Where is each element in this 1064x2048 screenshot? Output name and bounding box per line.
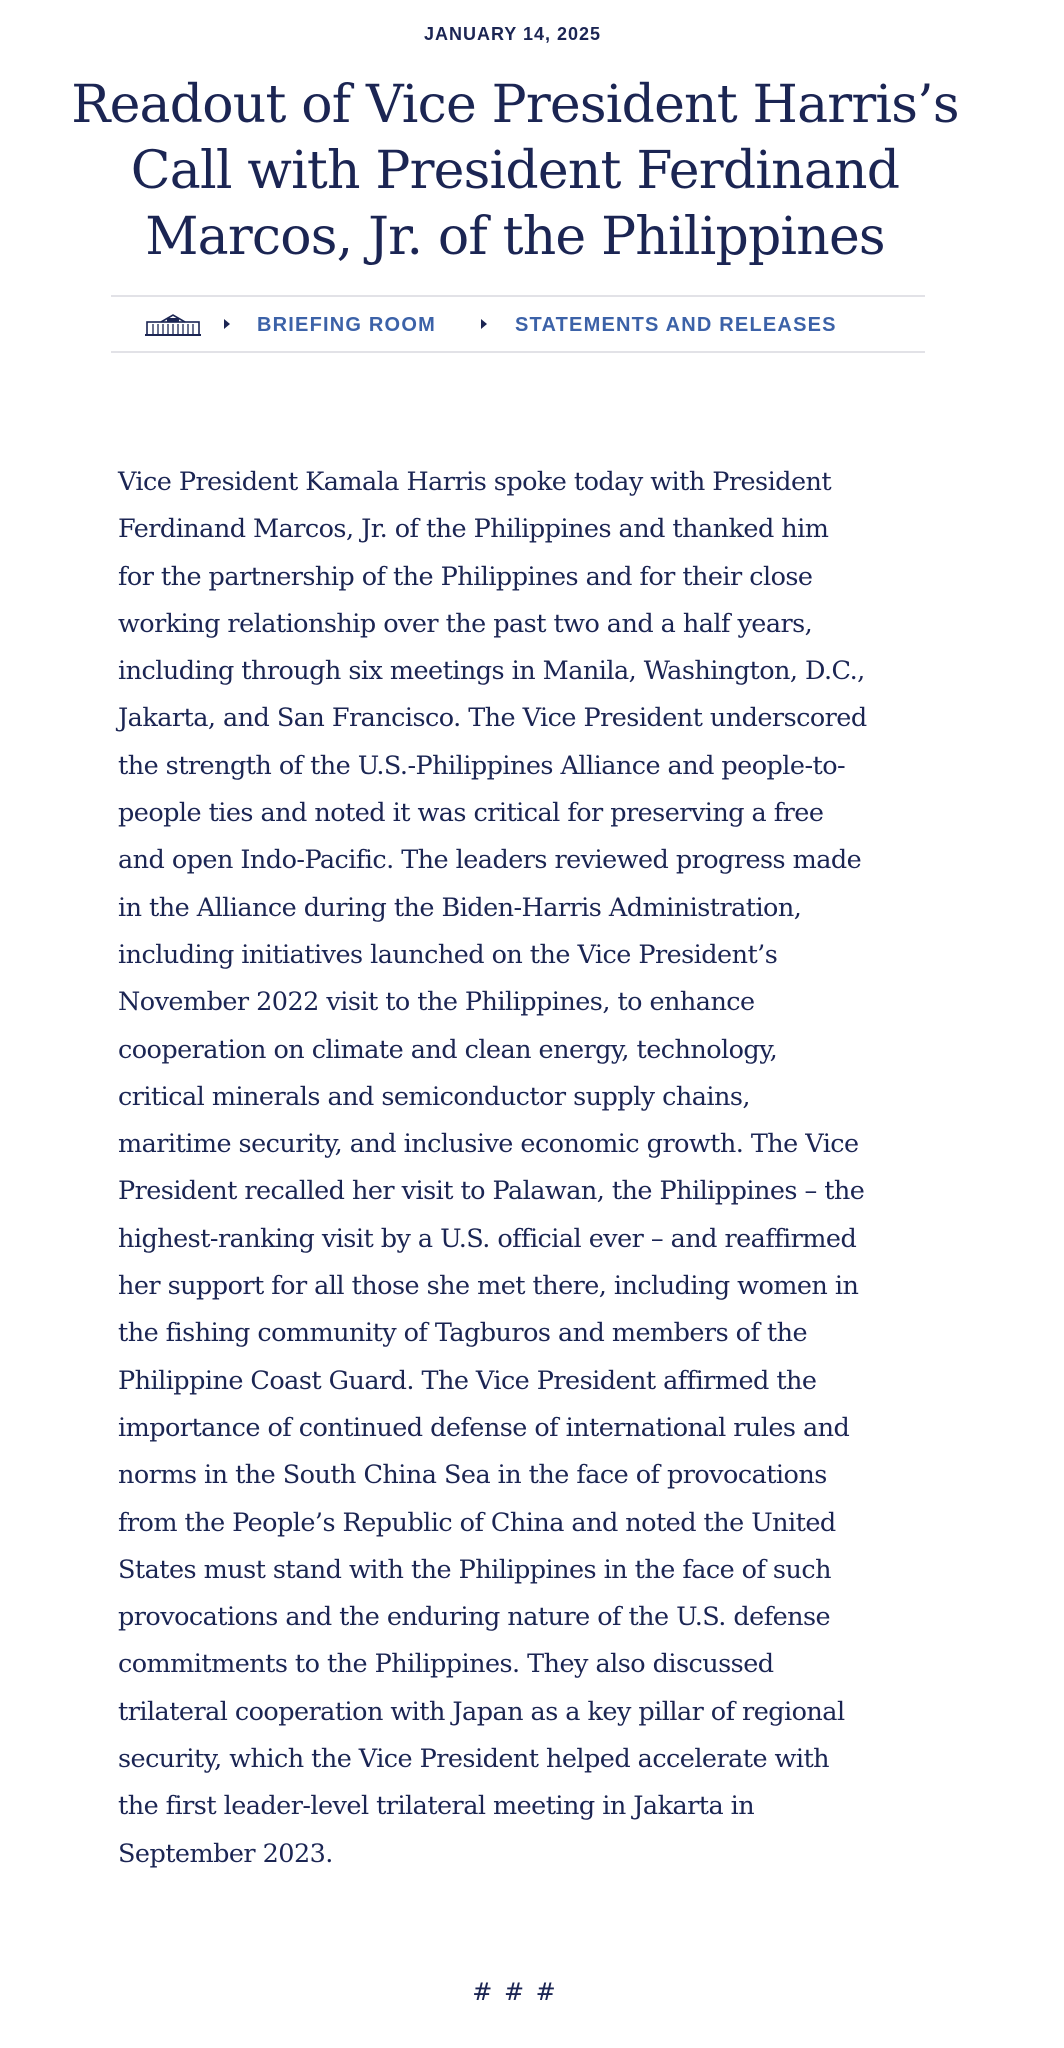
article-body (118, 459, 938, 1878)
body-line: her support for all those she met there, including women in (118, 1271, 859, 1302)
breadcrumb-statements-link[interactable]: STATEMENTS AND RELEASES (515, 314, 837, 336)
body-line: for the partnership of the Philippines and for their close (118, 561, 813, 592)
body-line: Philippine Coast Guard. The Vice President affirmed the (118, 1365, 817, 1396)
body-line: cooperation on climate and clean energy, technology, (118, 1034, 778, 1065)
body-line: States must stand with the Philippines in the face of such (118, 1554, 831, 1585)
body-line: provocations and the enduring nature of the U.S. defense (118, 1602, 831, 1633)
article-date: JANUARY 14, 2025 (423, 24, 602, 44)
body-line: November 2022 visit to the Philippines, to enhance (118, 987, 755, 1018)
body-line: norms in the South China Sea in the face of provocations (118, 1460, 827, 1491)
closing-marks: # # # (472, 1978, 558, 2006)
body-line: commitments to the Philippines. They also discussed (118, 1649, 774, 1680)
body-line: Jakarta, and San Francisco. The Vice President underscored (118, 703, 867, 734)
white-house-icon[interactable] (143, 313, 203, 337)
breadcrumb-briefing-room-link[interactable]: BRIEFING ROOM (257, 314, 436, 336)
body-line: the first leader-level trilateral meeting in Jakarta in (118, 1791, 755, 1822)
body-line: importance of continued defense of international rules and (118, 1412, 850, 1443)
page-title: Readout of Vice President Harris’s Call with President Ferdinand Marcos, Jr. of the Philippines (71, 75, 959, 267)
body-line: working relationship over the past two and a half years, (118, 608, 813, 639)
body-line: the fishing community of Tagburos and members of the (118, 1318, 808, 1349)
body-line: the strength of the U.S.-Philippines Alliance and people-to- (118, 750, 846, 781)
body-line: from the People’s Republic of China and noted the United (118, 1507, 836, 1538)
chevron-right-icon (480, 318, 488, 330)
body-line: security, which the Vice President helped accelerate with (118, 1744, 830, 1775)
body-line: September 2023. (118, 1838, 333, 1869)
body-line: and open Indo-Pacific. The leaders reviewed progress made (118, 845, 862, 876)
body-line: Vice President Kamala Harris spoke today with President (118, 467, 832, 497)
chevron-right-icon (223, 318, 231, 330)
breadcrumb (111, 295, 925, 353)
body-line: Ferdinand Marcos, Jr. of the Philippines and thanked him (118, 514, 829, 545)
body-line: including initiatives launched on the Vice President’s (118, 939, 778, 970)
body-line: critical minerals and semiconductor supply chains, (118, 1081, 750, 1112)
body-line: President recalled her visit to Palawan, the Philippines – the (118, 1176, 865, 1207)
body-line: trilateral cooperation with Japan as a key pillar of regional (118, 1696, 845, 1727)
body-line: people ties and noted it was critical for preserving a free (118, 798, 824, 829)
body-line: in the Alliance during the Biden-Harris Administration, (118, 892, 802, 923)
body-line: highest-ranking visit by a U.S. official ever – and reaffirmed (118, 1223, 857, 1254)
body-line: maritime security, and inclusive economic growth. The Vice (118, 1129, 859, 1160)
body-line: including through six meetings in Manila, Washington, D.C., (118, 656, 865, 687)
